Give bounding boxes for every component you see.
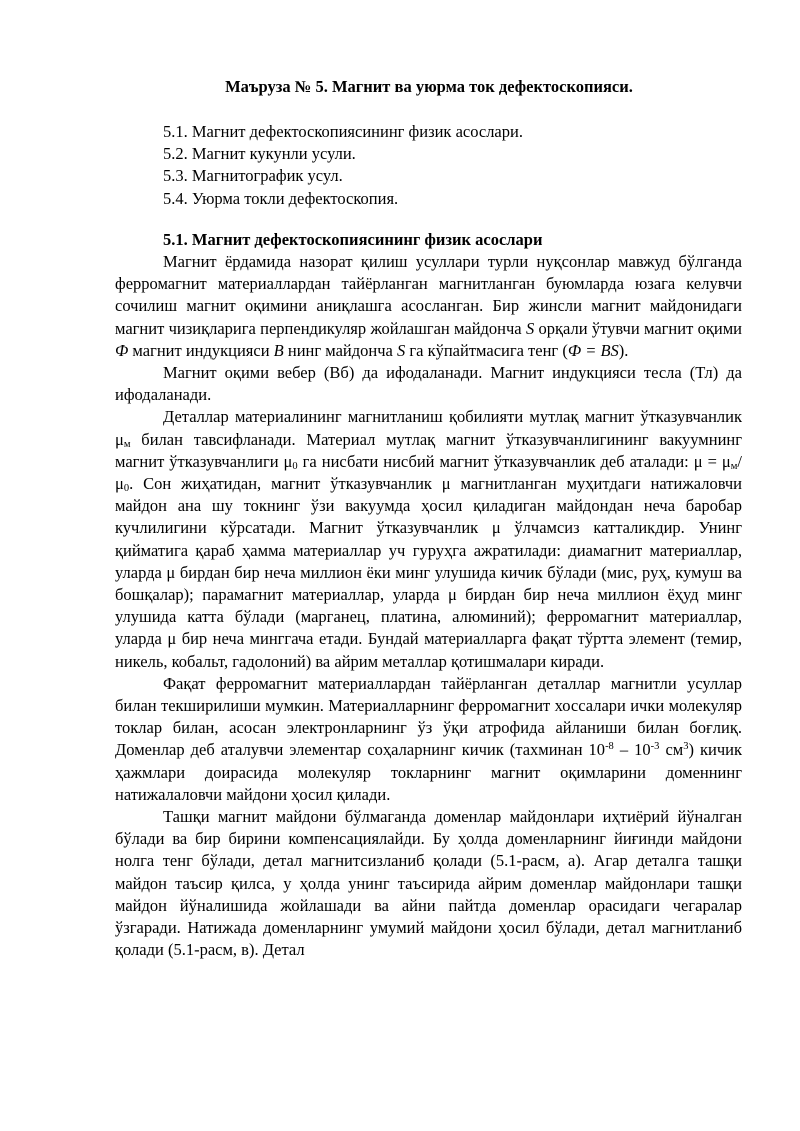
- lecture-title: Маъруза № 5. Магнит ва уюрма ток дефектоскопияси.: [225, 77, 633, 96]
- paragraph-2: Магнит оқими вебер (Вб) да ифодаланади. Магнит индукцияси тесла (Тл) да ифодаланади.: [115, 363, 742, 405]
- paragraph-5: Ташқи магнит майдони бўлмаганда доменлар майдонлари иҳтиёрий йўналган бўлади ва бир бирини компенсациялайди. Бу ҳолда доменларнинг йиғинди майдони нолга тенг бўлади, детал магнитсизланиб қолади (5.1-расм, а). Агар деталга ташқи майдон таъсир қилса, у ҳолда унинг таъсирида айрим доменлар майдонлари ташқи майдон йўналишида жойлашади ва айни пайтда доменлар орасидаги чегаралар ўзгаради. Натижада доменларнинг умумий майдони ҳосил бўлади, детал магнитланиб қолади (5.1-расм, в). Детал: [115, 807, 742, 960]
- paragraph-1: Магнит ёрдамида назорат қилиш усуллари турли нуқсонлар мавжуд бўлганда ферромагнит материаллардан тайёрланган магнитланган буюмларда юзага келувчи сочилиш магнит оқимини аниқлашга асосланган. Бир жинсли магнит майдонидаги магнит чизиқларига перпендикуляр жойлашган майдонча S орқали ўтувчи магнит оқими Ф магнит индукцияси B нинг майдонча S га кўпайтмасига тенг (Ф = BS).: [115, 252, 742, 360]
- toc-item: 5.1. Магнит дефектоскопиясининг физик асослари.: [163, 122, 523, 141]
- body-text: [115, 251, 742, 962]
- table-of-contents: [163, 121, 723, 210]
- toc-item: 5.2. Магнит кукунли усули.: [163, 144, 356, 164]
- paragraph-3: Деталлар материалининг магнитланиш қобилияти мутлақ магнит ўтказувчанлик $\mu_м$ билан тавсифланади. Материал мутлақ магнит ўтказувчанлигининг вакуумнинг магнит ўтказувчанлиги $\mu_0$ га нисбати нисбий магнит ўтказувчанлик деб аталади: $\mu = \mu_м/\mu_0$. Сон жиҳатидан, магнит ўтказувчанлик μ магнитланган муҳитдаги натижаловчи майдон ана шу токнинг ўзи вакуумда ҳосил қиладиган майдондан неча баробар кучлилигини кўрсатади. Магнит ўтказувчанлик μ ўлчамсиз катталикдир. Унинг қийматига қараб ҳамма материаллар уч гуруҳга ажратилади: диамагнит материаллар, уларда μ бирдан бир неча миллион ёки минг улушида кичик бўлади (мис, руҳ, кумуш ва бошқалар); парамагнит материаллар, уларда μ бирдан бир неча миллион ёҳуд минг улушида катта бўлади (марганец, платина, алюминий); ферромагнит материаллар, уларда μ бир неча минггача етади. Бундай материалларга фақат тўртта элемент (темир, никель, кобальт, гадолоний) ва айрим металлар қотишмалари киради.: [115, 407, 743, 671]
- toc-item: 5.4. Уюрма токли дефектоскопия.: [163, 188, 399, 208]
- toc-item: 5.3. Магнитографик усул.: [163, 166, 343, 186]
- paragraph-4: Фақат ферромагнит материаллардан тайёрланган деталлар магнитли усуллар билан текширилиши мумкин. Материалларнинг ферромагнит хоссалари ички молекуляр токлар билан, асосан электронларнинг ўз ўқи атрофида айланиши билан боғлиқ. Доменлар деб аталувчи элементар соҳаларнинг кичик (тахминан $10^{-8} - 10^{-3}$ $см^3$) кичик ҳажмлари доирасида молекуляр токларнинг магнит оқимларини доменнинг натижалаловчи майдони ҳосил қилади.: [115, 673, 742, 804]
- section-heading: 5.1. Магнит дефектоскопиясининг физик асослари: [163, 230, 543, 249]
